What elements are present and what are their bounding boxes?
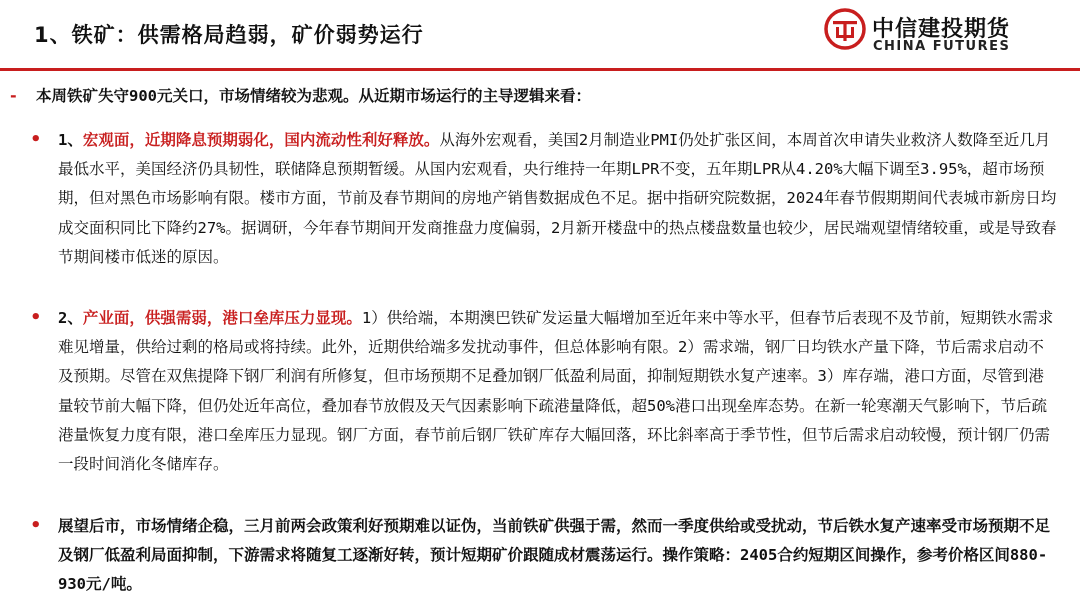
logo-english-name: CHINA FUTURES	[873, 39, 1011, 54]
intro-text: 本周铁矿失守900元关口，市场情绪较为悲观。从近期市场运行的主导逻辑来看：	[36, 87, 591, 105]
page-title: 1、铁矿：供需格局趋弱，矿价弱势运行	[34, 23, 424, 47]
header-divider	[0, 68, 1080, 71]
point-prefix: 1、	[58, 131, 83, 149]
intro-bullet: -	[10, 86, 17, 105]
header	[0, 0, 1080, 68]
point-bullet: •	[30, 129, 42, 150]
point-highlight: 宏观面，近期降息预期弱化，国内流动性利好释放。	[82, 131, 440, 149]
point-body: 从海外宏观看，美国2月制造业PMI仍处扩张区间，本周首次申请失业救济人数降至近几月最低水平，美国经济仍具韧性，联储降息预期暂缓。从国内宏观看，央行维持一年期LPR不变，五年期LPR从4.20%大幅下调至3.95%，超市场预期，但对黑色市场影响有限。楼市方面，节前及春节期间的房地产销售数据成色不足。据中指研究院数据，2024年春节假期期间代表城市新房日均成交面积同比下降约27%。据调研，今年春节期间开发商推盘力度偏弱，2月新开楼盘中的热点楼盘数量也较少，居民端观望情绪较重，或是导致春节期间楼市低迷的原因。	[58, 131, 1057, 266]
point-body: 1）供给端，本期澳巴铁矿发运量大幅增加至近年来中等水平，但春节后表现不及节前，短期铁水需求难见增量，供给过剩的格局或将持续。此外，近期供给端多发扰动事件，但总体影响有限。2）需求端，钢厂日均铁水产量下降，节后需求启动不及预期。尽管在双焦提降下钢厂利润有所修复，但市场预期不足叠加钢厂低盈利局面，抑制短期铁水复产速率。3）库存端，港口方面，尽管到港量较节前大幅下降，但仍处近年高位，叠加春节放假及天气因素影响下疏港量降低，超50%港口出现垒库态势。在新一轮寒潮天气影响下，节后疏港量恢复力度有限，港口垒库压力显现。钢厂方面，春节前后钢厂铁矿库存大幅回落，环比斜率高于季节性，但节后需求启动较慢，预计钢厂仍需一段时间消化冬储库存。	[58, 309, 1054, 474]
point-prefix: 2、	[58, 309, 83, 327]
point-bullet: •	[30, 515, 42, 536]
citic-logo-icon	[824, 8, 866, 50]
logo-chinese-name: 中信建投期货	[872, 17, 1011, 42]
point-text: 展望后市，市场情绪企稳，三月前两会政策利好预期难以证伪，当前铁矿供强于需，然而一季度供给或受扰动，节后铁水复产速率受市场预期不足及钢厂低盈利局面抑制，下游需求将随复工逐渐好转，预计短期矿价跟随成材震荡运行。操作策略：2405合约短期区间操作，参考价格区间880-930元/吨。	[58, 517, 1051, 594]
point-highlight: 产业面，供强需弱，港口垒库压力显现。	[82, 309, 362, 327]
point-bullet: •	[30, 307, 42, 328]
point-text	[58, 126, 1058, 272]
company-logo	[824, 8, 1064, 60]
point-text	[58, 304, 1058, 479]
